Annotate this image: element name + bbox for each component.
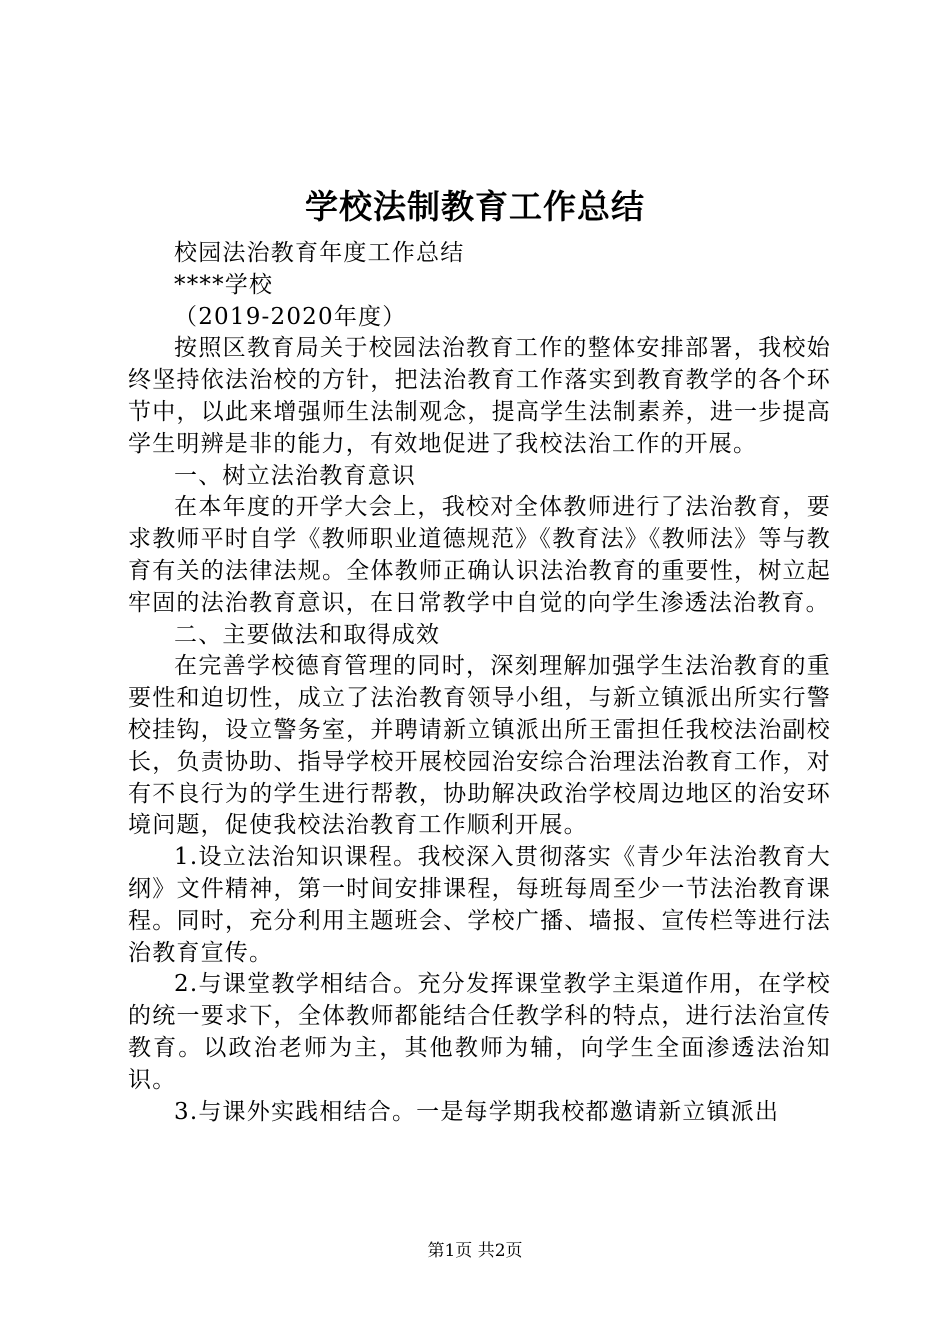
page-footer: 第1页 共2页 (427, 1241, 523, 1261)
intro-paragraph: 按照区教育局关于校园法治教育工作的整体安排部署，我校始终坚持依法治校的方针，把法治教育工作落实到教育教学的各个环节中，以此来增强师生法制观念，提高学生法制素养，进一步提高学生明辨是非的能力，有效地促进了我校法治工作的开展。 (128, 335, 831, 457)
document-title: 学校法制教育工作总结 (305, 187, 645, 226)
school-name-paragraph: ****学校 (174, 271, 274, 298)
section-1-paragraph: 在本年度的开学大会上，我校对全体教师进行了法治教育，要求教师平时自学《教师职业道德规范》《教育法》《教师法》等与教育有关的法律法规。全体教师正确认识法治教育的重要性，树立起牢固的法治教育意识，在日常教学中自觉的向学生渗透法治教育。 (128, 494, 831, 616)
list-item-1: 1.设立法治知识课程。我校深入贯彻落实《青少年法治教育大纲》文件精神，第一时间安排课程，每班每周至少一节法治教育课程。同时，充分利用主题班会、学校广播、墙报、宣传栏等进行法治教育宣传。 (128, 844, 831, 966)
section-heading-1: 一、树立法治教育意识 (174, 462, 416, 489)
section-2-paragraph: 在完善学校德育管理的同时，深刻理解加强学生法治教育的重要性和迫切性，成立了法治教育领导小组，与新立镇派出所实行警校挂钩，设立警务室，并聘请新立镇派出所王雷担任我校法治副校长，负责协助、指导学校开展校园治安综合治理法治教育工作，对有不良行为的学生进行帮教，协助解决政治学校周边地区的治安环境问题，促使我校法治教育工作顺利开展。 (128, 653, 831, 839)
document-body (128, 238, 831, 1128)
list-item-2: 2.与课堂教学相结合。充分发挥课堂教学主渠道作用，在学校的统一要求下，全体教师都能结合任教学科的特点，进行法治宣传教育。以政治老师为主，其他教师为辅，向学生全面渗透法治知识。 (128, 971, 831, 1093)
school-year-paragraph: （2019-2020年度） (174, 303, 407, 330)
list-item-3: 3.与课外实践相结合。一是每学期我校都邀请新立镇派出 (174, 1098, 780, 1125)
section-heading-2: 二、主要做法和取得成效 (174, 621, 441, 648)
subtitle-paragraph: 校园法治教育年度工作总结 (174, 240, 465, 266)
